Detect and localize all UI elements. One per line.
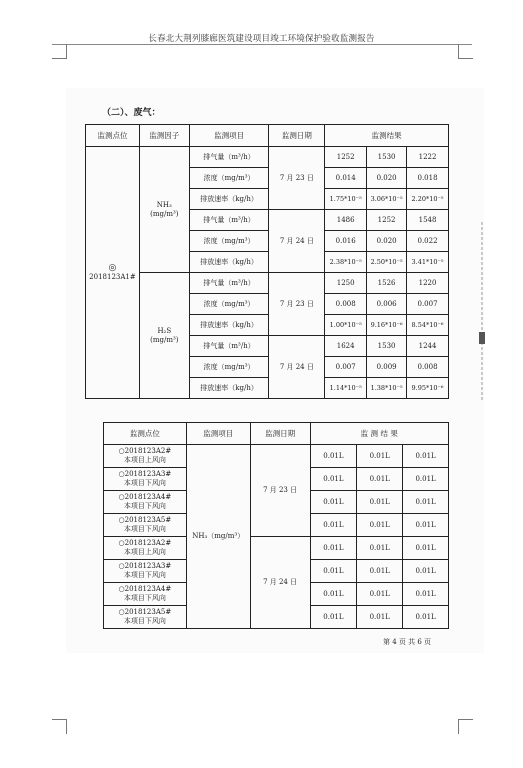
value-cell: 1530 <box>367 336 407 357</box>
point-desc: 本项目下风向 <box>123 479 166 487</box>
value-cell: 2.20*10⁻⁵ <box>407 189 449 210</box>
factor-cell <box>139 147 189 273</box>
point-desc: 本项目下风向 <box>123 525 166 533</box>
item-cell: 浓度（mg/m³） <box>189 168 269 189</box>
point-id: ○2018123A3# <box>118 562 172 570</box>
value-cell: 0.01L <box>357 491 403 514</box>
value-cell: 0.01L <box>357 537 403 560</box>
point-desc: 本项目上风向 <box>123 456 166 464</box>
value-cell: 0.01L <box>357 468 403 491</box>
point-id: ○2018123A2# <box>118 447 172 455</box>
value-cell: 2.50*10⁻⁵ <box>367 252 407 273</box>
header-result: 监 测 结 果 <box>310 423 449 445</box>
item-cell: 排放速率（kg/h） <box>189 315 269 336</box>
value-cell: 3.41*10⁻⁵ <box>407 252 449 273</box>
value-cell: 1220 <box>407 273 449 294</box>
value-cell: 0.01L <box>403 606 449 629</box>
point-cell <box>104 537 187 560</box>
item-cell: 排放速率（kg/h） <box>189 252 269 273</box>
crop-mark-bottom-left <box>52 719 67 734</box>
header-date: 监测日期 <box>250 423 310 445</box>
value-cell: 0.01L <box>403 491 449 514</box>
value-cell: 0.01L <box>403 514 449 537</box>
item-cell: 浓度（mg/m³） <box>189 231 269 252</box>
value-cell: 0.01L <box>403 445 449 468</box>
point-label: 2018123A1# <box>89 272 136 281</box>
value-cell: 0.016 <box>325 231 367 252</box>
factor-unit: (mg/m³) <box>150 209 179 218</box>
value-cell: 0.01L <box>403 468 449 491</box>
value-cell: 1252 <box>325 147 367 168</box>
date-cell: 7 月 23 日 <box>269 273 325 336</box>
factor-name: NH₃ <box>156 200 172 209</box>
value-cell: 1486 <box>325 210 367 231</box>
value-cell: 1.14*10⁻⁵ <box>325 378 367 399</box>
value-cell: 0.01L <box>357 514 403 537</box>
point-cell <box>104 606 187 629</box>
value-cell: 1.75*10⁻⁵ <box>325 189 367 210</box>
item-cell: 排气量（m³/h） <box>189 336 269 357</box>
stamp-edge-mark <box>478 222 486 402</box>
item-cell: 排气量（m³/h） <box>189 210 269 231</box>
header-point: 监测点位 <box>104 423 187 445</box>
value-cell: 0.022 <box>407 231 449 252</box>
value-cell: 0.01L <box>310 491 357 514</box>
crop-mark-top-right <box>458 44 473 59</box>
value-cell: 0.01L <box>357 583 403 606</box>
header-date: 监测日期 <box>269 125 325 147</box>
item-cell: 排气量（m³/h） <box>189 147 269 168</box>
value-cell: 0.008 <box>325 294 367 315</box>
item-cell: 浓度（mg/m³） <box>189 357 269 378</box>
value-cell: 0.01L <box>310 606 357 629</box>
value-cell: 0.01L <box>403 560 449 583</box>
value-cell: 1.38*10⁻⁵ <box>367 378 407 399</box>
value-cell: 1252 <box>367 210 407 231</box>
point-desc: 本项目下风向 <box>123 617 166 625</box>
point-symbol: ◎ <box>108 262 117 273</box>
item-cell: 排放速率（kg/h） <box>189 378 269 399</box>
value-cell: 1244 <box>407 336 449 357</box>
point-id: ○2018123A5# <box>118 608 172 616</box>
value-cell: 0.01L <box>357 606 403 629</box>
point-cell <box>104 491 187 514</box>
page-number: 第 4 页 共 6 页 <box>383 638 432 646</box>
point-desc: 本项目上风向 <box>123 548 166 556</box>
item-cell: 排放速率（kg/h） <box>189 189 269 210</box>
ambient-air-table <box>103 422 449 629</box>
value-cell: 0.01L <box>357 560 403 583</box>
page-header-title: 长春北大荆列膝廊医筑建设项目竣工环境保护验收监测报告 <box>148 34 375 44</box>
value-cell: 0.020 <box>367 231 407 252</box>
value-cell: 1222 <box>407 147 449 168</box>
point-id: ○2018123A2# <box>118 539 172 547</box>
value-cell: 0.018 <box>407 168 449 189</box>
crop-mark-bottom-right <box>458 719 473 734</box>
header-point: 监测点位 <box>86 125 140 147</box>
header-item: 监测项目 <box>189 125 269 147</box>
crop-mark-top-left <box>52 44 67 59</box>
value-cell: 1624 <box>325 336 367 357</box>
value-cell: 0.020 <box>367 168 407 189</box>
point-id: ○2018123A4# <box>118 585 172 593</box>
point-id: ○2018123A4# <box>118 493 172 501</box>
date-cell: 7 月 24 日 <box>250 537 310 629</box>
value-cell: 0.01L <box>403 537 449 560</box>
value-cell: 0.007 <box>325 357 367 378</box>
value-cell: 1250 <box>325 273 367 294</box>
item-cell: 排气量（m³/h） <box>189 273 269 294</box>
value-cell: 0.008 <box>407 357 449 378</box>
value-cell: 1548 <box>407 210 449 231</box>
date-cell: 7 月 23 日 <box>269 147 325 210</box>
header-rule <box>52 44 472 45</box>
value-cell: 0.006 <box>367 294 407 315</box>
header-item: 监测项目 <box>186 423 250 445</box>
point-cell <box>104 560 187 583</box>
value-cell: 9.95*10⁻⁶ <box>407 378 449 399</box>
point-desc: 本项目下风向 <box>123 594 166 602</box>
point-desc: 本项目下风向 <box>123 571 166 579</box>
value-cell: 1.00*10⁻⁵ <box>325 315 367 336</box>
value-cell: 0.01L <box>403 583 449 606</box>
factor-cell <box>139 273 189 399</box>
value-cell: 0.01L <box>310 537 357 560</box>
value-cell: 0.007 <box>407 294 449 315</box>
factor-unit: (mg/m³) <box>150 335 179 344</box>
exhaust-gas-table <box>85 124 449 399</box>
point-cell <box>104 514 187 537</box>
section-title: （二）、废气： <box>102 108 161 118</box>
header-factor: 监测因子 <box>139 125 189 147</box>
value-cell: 0.01L <box>357 445 403 468</box>
value-cell: 1526 <box>367 273 407 294</box>
factor-name: H₂S <box>157 326 172 335</box>
point-cell <box>104 445 187 468</box>
item-cell: 浓度（mg/m³） <box>189 294 269 315</box>
point-cell <box>86 147 140 399</box>
value-cell: 8.54*10⁻⁶ <box>407 315 449 336</box>
value-cell: 0.01L <box>310 468 357 491</box>
value-cell: 0.009 <box>367 357 407 378</box>
value-cell: 0.01L <box>310 583 357 606</box>
value-cell: 0.01L <box>310 514 357 537</box>
point-desc: 本项目下风向 <box>123 502 166 510</box>
value-cell: 0.01L <box>310 560 357 583</box>
point-id: ○2018123A5# <box>118 516 172 524</box>
value-cell: 3.06*10⁻⁵ <box>367 189 407 210</box>
point-id: ○2018123A3# <box>118 470 172 478</box>
value-cell: 9.16*10⁻⁶ <box>367 315 407 336</box>
date-cell: 7 月 24 日 <box>269 210 325 273</box>
item-cell: NH₃（mg/m³） <box>186 445 250 629</box>
header-result: 监测结果 <box>325 125 449 147</box>
value-cell: 1530 <box>367 147 407 168</box>
value-cell: 0.014 <box>325 168 367 189</box>
value-cell: 2.38*10⁻⁵ <box>325 252 367 273</box>
point-cell <box>104 468 187 491</box>
value-cell: 0.01L <box>310 445 357 468</box>
date-cell: 7 月 24 日 <box>269 336 325 399</box>
point-cell <box>104 583 187 606</box>
date-cell: 7 月 23 日 <box>250 445 310 537</box>
